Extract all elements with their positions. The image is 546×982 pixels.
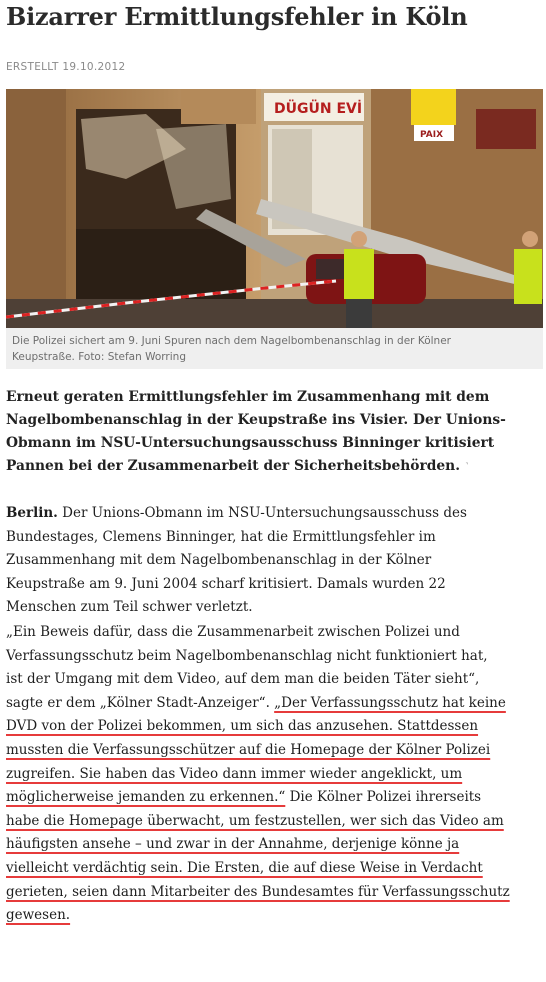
- paragraph-line: „Ein Beweis dafür, dass die Zusammenarbeit zwischen Polizei und: [6, 624, 460, 640]
- photo-sign-paix: PAIX: [420, 130, 444, 140]
- lead-line: [6, 455, 542, 478]
- paragraph-text: Der Unions-Obmann im NSU-Untersuchungsausschuss des: [57, 505, 467, 521]
- photo-sign-text: DÜGÜN EVİ: [274, 101, 363, 117]
- lead-line-text: Pannen bei der Zusammenarbeit der Sicherheitsbehörden.: [6, 458, 461, 474]
- lead-line: Nagelbombenanschlag in der Keupstraße ins Visier. Der Unions-: [6, 412, 506, 428]
- paragraph-line: [6, 502, 542, 526]
- lead-line: Obmann im NSU-Untersuchungsausschuss Binninger kritisiert: [6, 435, 495, 451]
- paragraph-line: Verfassungsschutz beim Nagelbombenanschlag nicht funktioniert hat,: [6, 647, 488, 664]
- highlighted-quote-line: zugreifen. Sie haben das Video dann immer wieder angeklickt, um: [6, 765, 463, 782]
- highlighted-line: habe die Homepage überwacht, um festzustellen, wer sich das Video am: [6, 812, 504, 829]
- paragraph-line: Menschen zum Teil schwer verletzt.: [6, 599, 253, 616]
- photo-caption: [12, 333, 536, 365]
- paragraph-line: ist der Umgang mit dem Video, auf dem man die beiden Täter sieht“,: [6, 671, 480, 688]
- paragraph-line: Bundestages, Clemens Binninger, hat die Ermittlungsfehler im: [6, 528, 436, 545]
- paragraph-line: Zusammenhang mit dem Nagelbombenanschlag in der Kölner: [6, 552, 432, 569]
- highlighted-quote-line: mussten die Verfassungsschützer auf die Homepage der Kölner Polizei: [6, 741, 491, 758]
- paragraph-text: Die Kölner Polizei ihrerseits: [285, 789, 482, 806]
- dateline-place: Berlin.: [6, 505, 58, 521]
- highlighted-line: häufigsten ansehe – und zwar in der Annahme, derjenige könne ja: [6, 836, 460, 853]
- article-photo: [6, 89, 543, 328]
- paragraph-line: [6, 692, 542, 716]
- lead-line: Erneut geraten Ermittlungsfehler im Zusammenhang mit dem: [6, 389, 490, 405]
- paragraph-line: [6, 786, 542, 810]
- highlighted-quote-line: DVD von der Polizei bekommen, um sich das anzusehen. Stattdessen: [6, 718, 479, 735]
- article-headline: Bizarrer Ermittlungsfehler in Köln: [6, 2, 468, 31]
- caption-line: Die Polizei sichert am 9. Juni Spuren nach dem Nagelbombenanschlag in der Kölner: [12, 335, 451, 347]
- photo-caption-box: [6, 328, 543, 369]
- article-lead: [6, 386, 542, 478]
- article-dateline: ERSTELLT 19.10.2012: [6, 61, 126, 73]
- highlighted-quote: möglicherweise jemanden zu erkennen.“: [6, 789, 286, 806]
- highlighted-quote: „Der Verfassungsschutz hat keine: [274, 694, 506, 711]
- paragraph-text: sagte er dem „Kölner Stadt-Anzeiger“.: [6, 694, 275, 711]
- caption-line: Keupstraße. Foto: Stefan Worring: [12, 351, 186, 363]
- highlighted-line: gerieten, seien dann Mitarbeiter des Bundesamtes für Verfassungsschutz: [6, 883, 510, 900]
- lead-end-marker: ˺: [464, 459, 469, 473]
- article-paragraph-2: [6, 621, 542, 928]
- article-paragraph-1: [6, 502, 542, 620]
- paragraph-line: Keupstraße am 9. Juni 2004 scharf kritisiert. Damals wurden 22: [6, 575, 446, 592]
- highlighted-line: gewesen.: [6, 907, 71, 924]
- highlighted-line: vielleicht verdächtig sein. Die Ersten, die auf diese Weise in Verdacht: [6, 859, 483, 876]
